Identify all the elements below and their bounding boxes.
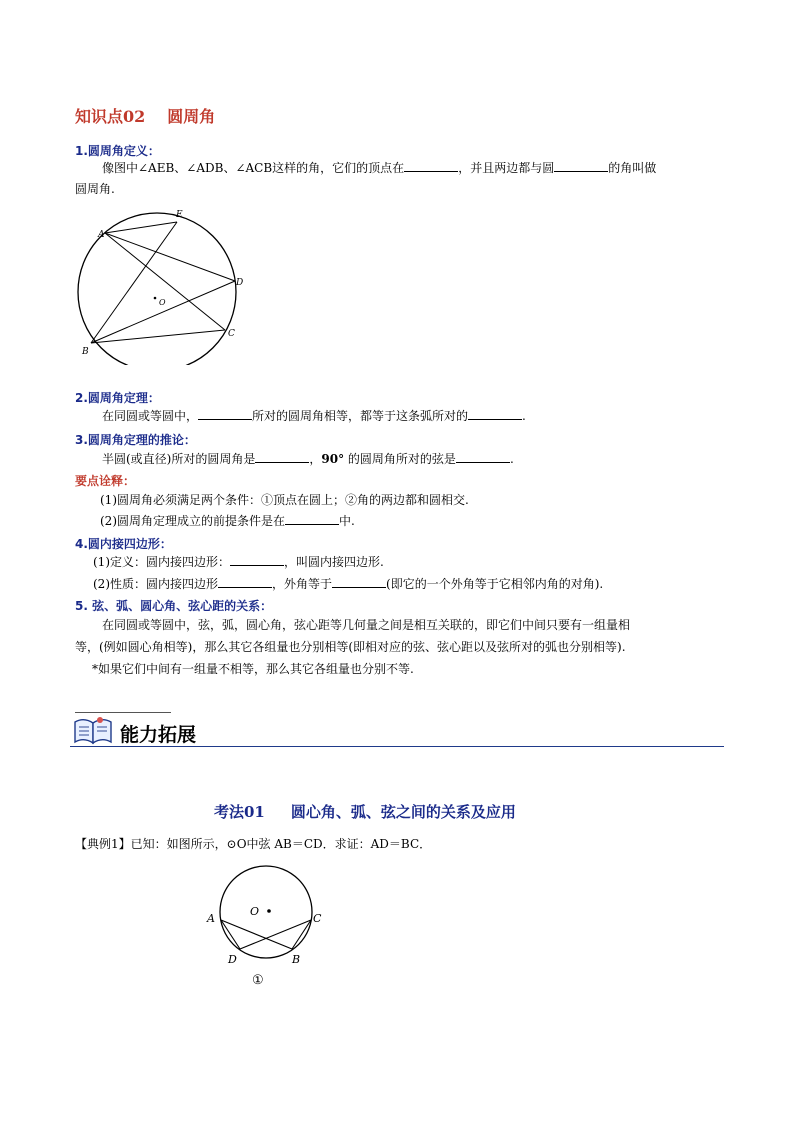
relation-line2: 等，(例如圆心角相等)，那么其它各组量也分别相等(即相对应的弦、弦心距以及弦所对的弧也分别相等).	[75, 640, 626, 654]
section-title	[75, 104, 215, 127]
theorem-text-a: 在同圆或等圆中，	[102, 409, 199, 423]
corollary-line	[102, 449, 514, 469]
definition-line1	[102, 158, 656, 178]
chord-ae	[105, 222, 177, 233]
example-text: 【典例1】已知：如图所示，⊙O中弦 AB＝CD．求证：AD＝BC．	[75, 837, 432, 851]
book-icon	[72, 714, 114, 746]
band-title: 能力拓展	[120, 724, 197, 746]
label-a: A	[98, 230, 105, 240]
notes-line2	[100, 511, 355, 531]
definition-text-c: 的角叫做	[608, 161, 657, 175]
center-dot	[154, 297, 157, 300]
theorem-text-c: .	[522, 409, 526, 423]
blank[interactable]	[218, 575, 272, 588]
section-number: 知识点02	[75, 107, 146, 126]
chord-ab	[221, 920, 292, 949]
definition-line2: 圆周角.	[75, 182, 115, 196]
quad-text-e: (即它的一个外角等于它相邻内角的对角).	[386, 577, 604, 591]
blank[interactable]	[255, 450, 309, 463]
blank[interactable]	[456, 450, 510, 463]
notes-text-b: 中.	[339, 514, 355, 528]
band-top-rule	[75, 712, 171, 713]
label-o: O	[159, 298, 166, 307]
band-bottom-rule	[70, 746, 724, 747]
label-a: A	[207, 912, 215, 925]
quad-text-b: ，叫圆内接四边形.	[284, 555, 384, 569]
relation-line3: *如果它们中间有一组量不相等，那么其它各组量也分别不等.	[92, 662, 414, 676]
blank[interactable]	[332, 575, 386, 588]
chord-ac	[105, 233, 225, 330]
section-name: 圆周角	[167, 107, 216, 126]
theorem-heading: 2.圆周角定理：	[75, 391, 160, 405]
method-name: 圆心角、弧、弦之间的关系及应用	[290, 803, 516, 821]
notes-text-a: (2)圆周角定理成立的前提条件是在	[100, 514, 285, 528]
quad-heading: 4.圆内接四边形：	[75, 537, 172, 551]
figure-caption: ①	[252, 973, 264, 988]
corollary-text-a: 半圆(或直径)所对的圆周角是	[102, 452, 256, 466]
quad-line1	[93, 552, 384, 572]
blank[interactable]	[404, 159, 458, 172]
corollary-text-c: 的圆周角所对的弦是	[347, 452, 456, 466]
theorem-text-b: 所对的圆周角相等，都等于这条弧所对的	[252, 409, 469, 423]
chord-ad	[105, 233, 235, 281]
label-d: D	[236, 278, 244, 288]
corollary-text-b: ，	[309, 452, 322, 466]
method-title	[214, 801, 516, 822]
method-number: 考法01	[214, 803, 265, 821]
chords-figure	[198, 858, 334, 992]
circle	[220, 866, 312, 958]
chord-bc	[91, 330, 225, 343]
label-c: C	[313, 912, 322, 925]
blank[interactable]	[198, 407, 252, 420]
notes-line1: (1)圆周角必须满足两个条件：①顶点在圆上；②角的两边都和圆相交.	[100, 493, 469, 507]
relation-heading: 5. 弦、弧、圆心角、弦心距的关系：	[75, 599, 273, 613]
corollary-heading: 3.圆周角定理的推论：	[75, 433, 196, 447]
quad-text-c: (2)性质：圆内接四边形	[93, 577, 218, 591]
corollary-degree: 90°	[321, 452, 345, 466]
label-d: D	[228, 953, 237, 966]
corollary-text-d: .	[509, 452, 514, 466]
chord-cd	[240, 920, 311, 949]
label-c: C	[228, 329, 235, 339]
notes-heading: 要点诠释：	[75, 474, 136, 488]
label-b: B	[292, 953, 301, 966]
quad-line2	[93, 574, 603, 594]
inscribed-angle-figure	[70, 205, 250, 365]
definition-heading: 1.圆周角定义：	[75, 144, 160, 158]
label-o: O	[250, 905, 260, 918]
label-b: B	[82, 347, 89, 357]
label-e: E	[176, 210, 183, 220]
blank[interactable]	[285, 512, 339, 525]
blank[interactable]	[468, 407, 522, 420]
center-dot	[267, 909, 271, 913]
definition-text-a: 像图中∠AEB、∠ADB、∠ACB这样的角，它们的顶点在	[102, 161, 405, 175]
definition-text-b: ，并且两边都与圆	[458, 161, 555, 175]
relation-line1: 在同圆或等圆中，弦，弧，圆心角，弦心距等几何量之间是相互关联的，即它们中间只要有一组量相	[102, 618, 631, 632]
quad-text-d: ，外角等于	[272, 577, 333, 591]
blank[interactable]	[554, 159, 608, 172]
theorem-line	[102, 406, 526, 426]
quad-text-a: (1)定义：圆内接四边形：	[93, 555, 230, 569]
blank[interactable]	[230, 553, 284, 566]
